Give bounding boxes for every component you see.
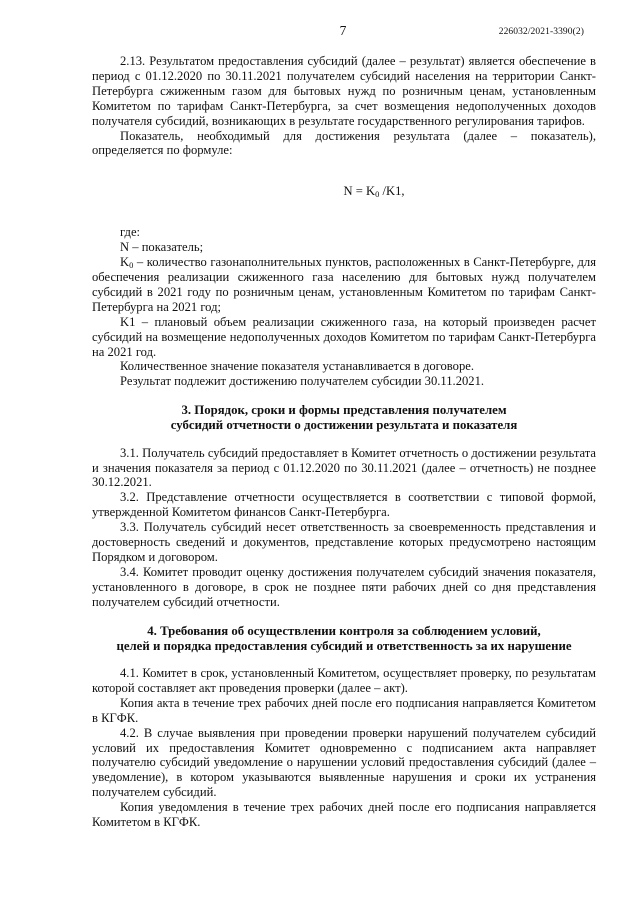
- paragraph-result: Результат подлежит достижению получателем субсидии 30.11.2021.: [120, 374, 485, 389]
- formula: [92, 184, 596, 199]
- definition-k0-text: – количество газонаполнительных пунктов, расположенных в Санкт-Петербурге, для обеспечения реализации сжиженного газа населению для бытовых нужд получателем субсидий в 2021 году по розничным ценам, установленным Комитетом по тарифам Санкт-Петербурга на 2021 год;: [92, 255, 596, 314]
- document-code: 226032/2021-3390(2): [498, 27, 584, 37]
- paragraph-3-4: 3.4. Комитет проводит оценку достижения получателем субсидий значения показателя, установленного в договоре, в срок не позднее пяти рабочих дней со дня представления получателем субсидий отчетности.: [92, 564, 596, 609]
- paragraph-indicator: Показатель, необходимый для достижения результата (далее – показатель), определяется по формуле:: [92, 128, 596, 158]
- document-body: [92, 54, 596, 830]
- section-4-title-line2: целей и порядка предоставления субсидий и ответственность за их нарушение: [116, 638, 572, 653]
- where-label: где:: [120, 225, 141, 240]
- paragraph-4-1-copy: Копия акта в течение трех рабочих дней после его подписания направляется Комитетом в КГФК.: [92, 695, 596, 725]
- paragraph-3-3: 3.3. Получатель субсидий несет ответственность за своевременность представления и достоверность сведений и документов, представление которых предусмотрено настоящим Порядком и договором.: [92, 520, 596, 564]
- definition-k0-symbol: K: [120, 255, 130, 270]
- formula-rhs: /K1,: [379, 184, 405, 199]
- definition-k0: [92, 255, 596, 315]
- formula-subscript: 0: [375, 189, 380, 200]
- formula-lhs: N = K: [343, 184, 376, 199]
- section-3-heading: [92, 403, 596, 433]
- paragraph-4-1: 4.1. Комитет в срок, установленный Комитетом, осуществляет проверку, по результатам которой составляет акт проведения проверки (далее – акт).: [92, 666, 596, 695]
- paragraph-2-13: 2.13. Результатом предоставления субсидий (далее – результат) является обеспечение в период с 01.12.2020 по 30.11.2021 получателем субсидий населения на территории Санкт-Петербурга сжиженным газом для бытовых нужд по розничным ценам, установленным Комитетом по тарифам Санкт-Петербурга, за счет возмещения недополученных доходов получателя субсидий, возникающих в результате государственного регулирования тарифов.: [92, 54, 596, 128]
- page-number: 7: [339, 23, 347, 38]
- paragraph-value: Количественное значение показателя устанавливается в договоре.: [120, 359, 474, 374]
- paragraph-4-2-copy: Копия уведомления в течение трех рабочих дней после его подписания направляется Комитетом в КГФК.: [92, 800, 596, 830]
- section-4-heading: [92, 624, 596, 654]
- section-3-title-line1: 3. Порядок, сроки и формы представления получателем: [181, 403, 507, 418]
- section-3-title-line2: субсидий отчетности о достижении результата и показателя: [170, 418, 518, 433]
- paragraph-3-1: 3.1. Получатель субсидий предоставляет в Комитет отчетность о достижении результата и значения показателя за период с 01.12.2020 по 30.11.2021 (далее – отчетность) не позднее 30.12.2021.: [92, 445, 596, 490]
- paragraph-3-2: 3.2. Представление отчетности осуществляется в соответствии с типовой формой, утвержденной Комитетом финансов Санкт-Петербурга.: [92, 490, 596, 520]
- definition-k1: K1 – плановый объем реализации сжиженного газа, на который произведен расчет субсидий на возмещение недополученных доходов Комитетом по тарифам Санкт-Петербурга на 2021 год.: [92, 314, 596, 359]
- definition-n: N – показатель;: [120, 240, 204, 255]
- paragraph-4-2: 4.2. В случае выявления при проведении проверки нарушений получателем субсидий условий их предоставления Комитет одновременно с подписанием акта направляет получателю субсидий уведомление о нарушении условий предоставления субсидий (далее – уведомление), в котором указываются выявленные нарушения и сроки их устранения получателем субсидий.: [92, 725, 596, 800]
- definition-k0-subscript: 0: [129, 260, 134, 271]
- section-4-title-line1: 4. Требования об осуществлении контроля за соблюдением условий,: [147, 623, 541, 638]
